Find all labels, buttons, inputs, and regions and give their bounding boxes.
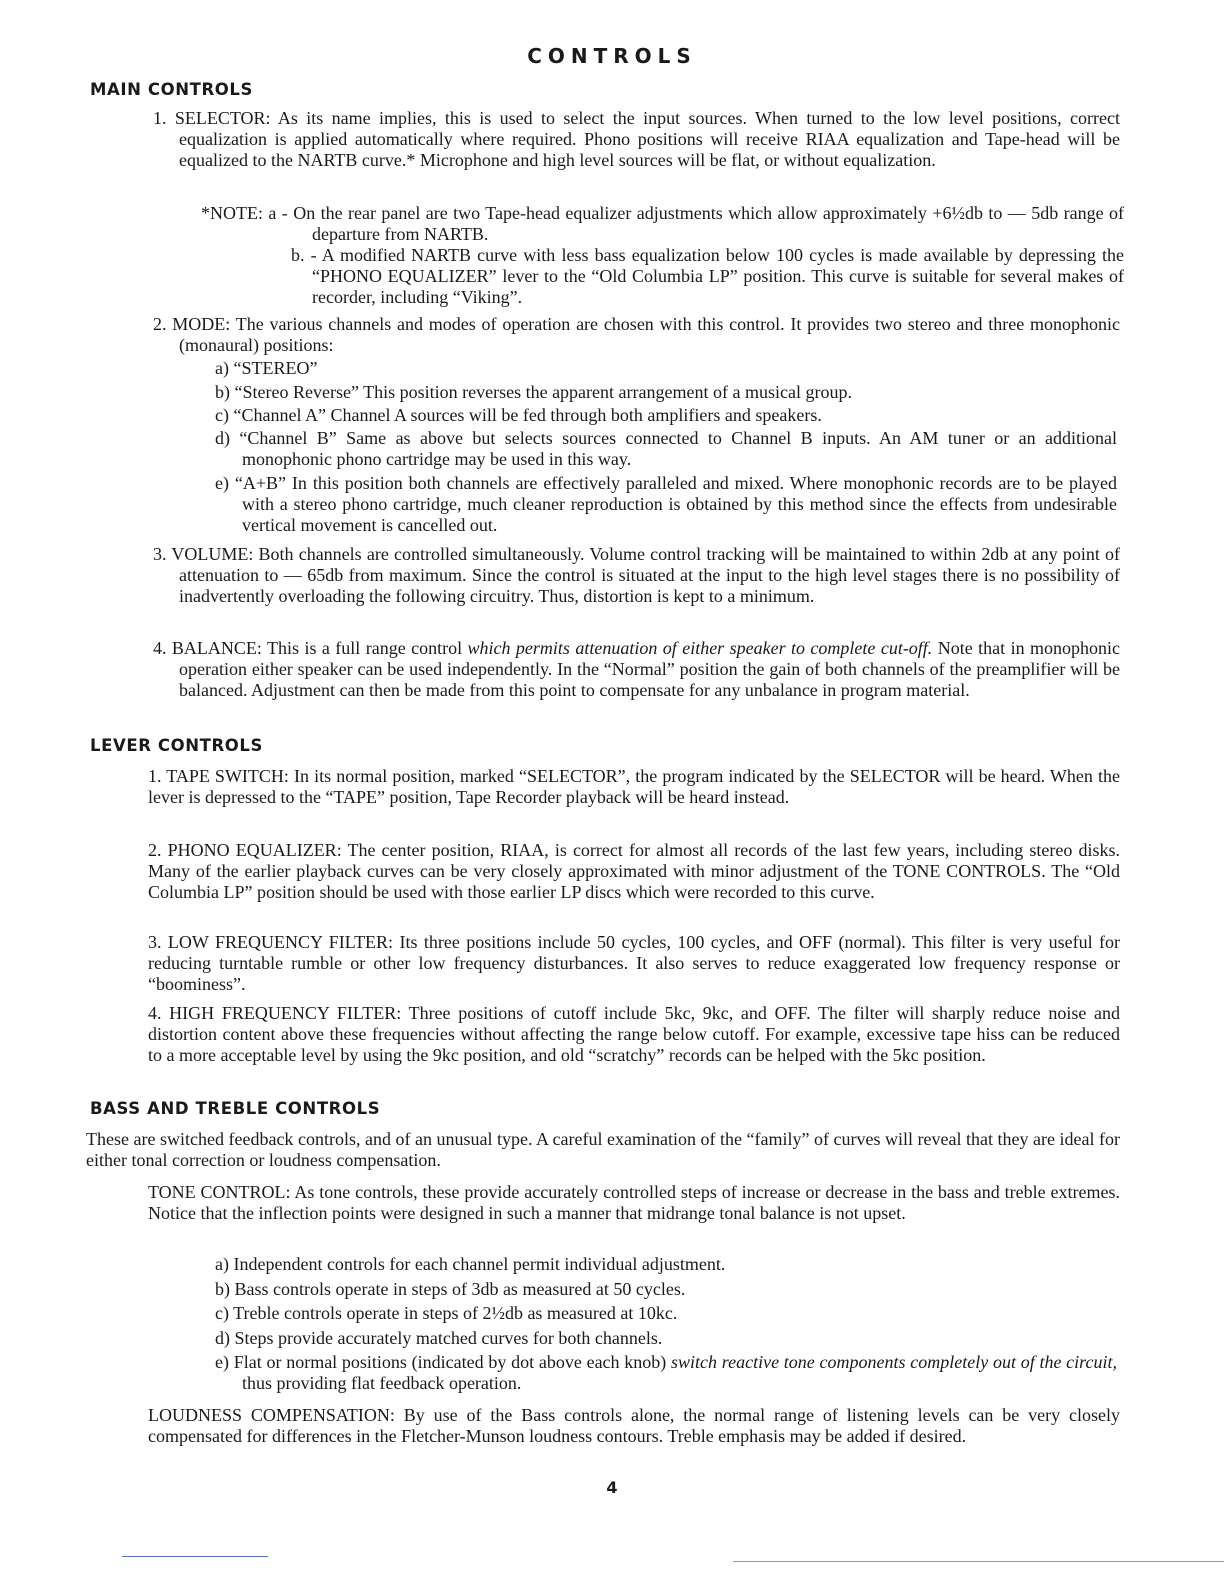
balance-end: Note that in monophonic operation either speaker can be used independently. In the “Normal” position the gain of both channels of the preamplifier will be balanced. Adjustment can then be made from this point to compensate for any unbalance in program material.	[179, 638, 1120, 700]
tone-point-b: b) Bass controls operate in steps of 3db as measured at 50 cycles.	[215, 1279, 686, 1299]
tone-point-e-start: e) Flat or normal positions (indicated by dot above each knob)	[215, 1352, 672, 1372]
note-a: *NOTE: a - On the rear panel are two Tape-head equalizer adjustments which allow approximately +6½db to — 5db range of departure from NARTB.	[201, 203, 1124, 244]
footer-rule-left	[122, 1556, 268, 1557]
loudness-compensation-paragraph: LOUDNESS COMPENSATION: By use of the Bass controls alone, the normal range of listening levels can be very closely compensated for differences in the Fletcher-Munson loudness contours. Treble emphasis may be added if desired.	[148, 1405, 1120, 1446]
tone-point-e-italic: switch reactive tone components completely out of the circuit,	[671, 1352, 1117, 1372]
balance-start: 4. BALANCE: This is a full range control	[153, 638, 468, 658]
balance-paragraph	[153, 638, 1120, 701]
page-number: 4	[606, 1478, 618, 1497]
volume-paragraph: 3. VOLUME: Both channels are controlled simultaneously. Volume control tracking will be maintained to within 2db at any point of attenuation to — 65db from maximum. Since the control is situated at the input to the high level stages there is no possibility of inadvertently overloading the following circuitry. Thus, distortion is kept to a minimum.	[153, 544, 1120, 606]
main-controls-heading: MAIN CONTROLS	[90, 80, 254, 99]
mode-option-channel-b: d) “Channel B” Same as above but selects sources connected to Channel B inputs. An AM tuner or an additional monophonic phono cartridge may be used in this way.	[215, 428, 1117, 469]
mode-paragraph: 2. MODE: The various channels and modes of operation are chosen with this control. It provides two stereo and three monophonic (monaural) positions:	[153, 314, 1120, 355]
bass-treble-heading: BASS AND TREBLE CONTROLS	[90, 1099, 381, 1118]
mode-option-channel-a: c) “Channel A” Channel A sources will be fed through both amplifiers and speakers.	[215, 405, 822, 425]
low-frequency-filter-paragraph: 3. LOW FREQUENCY FILTER: Its three positions include 50 cycles, 100 cycles, and OFF (normal). This filter is very useful for reducing turntable rumble or other low frequency disturbances. It also serves to reduce exaggerated low frequency response or “boominess”.	[148, 932, 1120, 994]
bass-treble-intro: These are switched feedback controls, and of an unusual type. A careful examination of the “family” of curves will reveal that they are ideal for either tonal correction or loudness compensation.	[86, 1129, 1120, 1170]
mode-option-stereo-reverse: b) “Stereo Reverse” This position reverses the apparent arrangement of a musical group.	[215, 382, 852, 402]
phono-equalizer-paragraph: 2. PHONO EQUALIZER: The center position, RIAA, is correct for almost all records of the last few years, including stereo disks. Many of the earlier playback curves can be very closely approximated with minor adjustment of the TONE CONTROLS. The “Old Columbia LP” position should be used with those earlier LP discs which were recorded to this curve.	[148, 840, 1120, 902]
lever-controls-heading: LEVER CONTROLS	[90, 736, 264, 755]
high-frequency-filter-paragraph: 4. HIGH FREQUENCY FILTER: Three positions of cutoff include 5kc, 9kc, and OFF. The filter will sharply reduce noise and distortion content above these frequencies without affecting the range below cutoff. For example, excessive tape hiss can be reduced to a more acceptable level by using the 9kc position, and old “scratchy” records can be helped with the 5kc position.	[148, 1003, 1120, 1065]
footer-rule-right	[733, 1561, 1224, 1562]
tone-point-c: c) Treble controls operate in steps of 2½db as measured at 10kc.	[215, 1303, 678, 1323]
tone-point-d: d) Steps provide accurately matched curves for both channels.	[215, 1328, 663, 1348]
note-b: b. - A modified NARTB curve with less bass equalization below 100 cycles is made available by depressing the “PHONO EQUALIZER” lever to the “Old Columbia LP” position. This curve is suitable for several makes of recorder, including “Viking”.	[291, 245, 1124, 307]
mode-option-a-plus-b: e) “A+B” In this position both channels are effectively paralleled and mixed. Where monophonic records are to be played with a stereo phono cartridge, much cleaner reproduction is obtained by this method since the effects from undesirable vertical movement is cancelled out.	[215, 473, 1117, 535]
tone-point-e	[215, 1352, 1117, 1394]
mode-option-stereo: a) “STEREO”	[215, 358, 318, 378]
tape-switch-paragraph: 1. TAPE SWITCH: In its normal position, marked “SELECTOR”, the program indicated by the SELECTOR will be heard. When the lever is depressed to the “TAPE” position, Tape Recorder playback will be heard instead.	[148, 766, 1120, 807]
tone-control-paragraph: TONE CONTROL: As tone controls, these provide accurately controlled steps of increase or decrease in the bass and treble extremes. Notice that the inflection points were designed in such a manner that midrange tonal balance is not upset.	[148, 1182, 1120, 1223]
balance-italic: which permits attenuation of either speaker to complete cut-off.	[467, 638, 933, 658]
page-title: CONTROLS	[527, 44, 697, 68]
tone-point-a: a) Independent controls for each channel permit individual adjustment.	[215, 1254, 726, 1274]
selector-paragraph: 1. SELECTOR: As its name implies, this is used to select the input sources. When turned to the low level positions, correct equalization is applied automatically where required. Phono positions will receive RIAA equalization and Tape-head will be equalized to the NARTB curve.* Microphone and high level sources will be flat, or without equalization.	[153, 108, 1120, 170]
tone-point-e-end: thus providing flat feedback operation.	[242, 1373, 522, 1393]
